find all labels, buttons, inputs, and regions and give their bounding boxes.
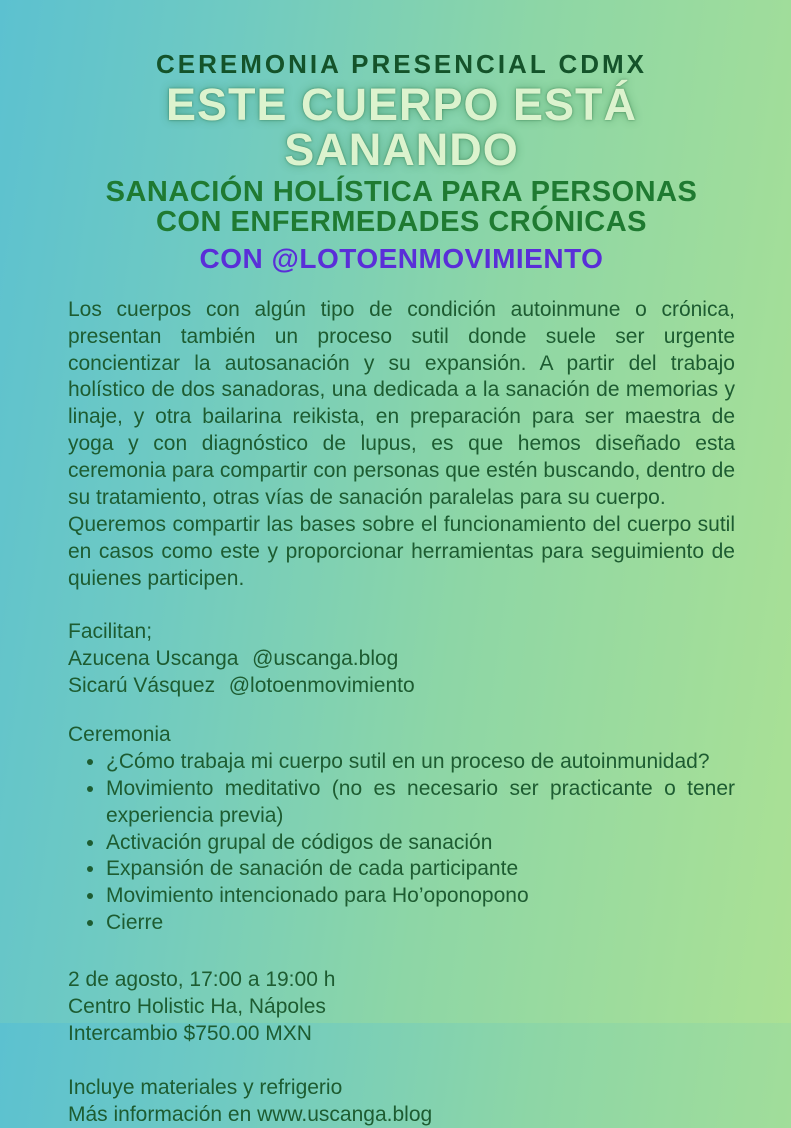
- ceremony-bullet: • Cierre: [106, 910, 735, 937]
- ceremony-heading: Ceremonia: [68, 723, 171, 747]
- ceremony-bullet-list: [68, 749, 735, 937]
- event-title: ESTE CUERPO ESTÁ SANANDO: [165, 78, 638, 175]
- ceremony-bullet: • Activación grupal de códigos de sanación: [106, 830, 735, 857]
- flyer-header: [68, 50, 735, 274]
- presenter-handle-line: CON @LOTOENMOVIMIENTO: [199, 243, 604, 275]
- facilitator-name: Azucena Uscanga: [68, 647, 239, 671]
- ceremony-bullet: • Expansión de sanación de cada participante: [106, 856, 735, 883]
- includes-note: Incluye materiales y refrigerio: [68, 1075, 343, 1099]
- event-kicker: CEREMONIA PRESENCIAL CDMX: [155, 49, 648, 79]
- subtitle-line-1: SANACIÓN HOLÍSTICA PARA PERSONAS: [105, 175, 698, 208]
- ceremony-section: [68, 722, 735, 937]
- intro-text: [68, 297, 735, 593]
- facilitator-name: Sicarú Vásquez: [68, 674, 216, 698]
- facilitators-heading: Facilitan;: [68, 620, 153, 644]
- ceremony-bullet: • Movimiento intencionado para Ho’oponopono: [106, 883, 735, 910]
- event-price: Intercambio $750.00 MXN: [68, 1021, 312, 1045]
- event-details-section: [68, 967, 735, 1048]
- event-datetime: 2 de agosto, 17:00 a 19:00 h: [68, 968, 336, 992]
- subtitle-line-2: CON ENFERMEDADES CRÓNICAS: [155, 206, 648, 239]
- more-info-note: Más información en www.uscanga.blog: [68, 1102, 433, 1126]
- footer-section: [68, 1075, 735, 1128]
- intro-paragraph-2: Queremos compartir las bases sobre el funcionamiento del cuerpo sutil en casos como este y proporcionar herramientas para seguimiento de quienes participen.: [68, 512, 735, 590]
- facilitator-row: [68, 673, 735, 700]
- event-subtitle: [68, 177, 735, 238]
- facilitator-handle: @uscanga.blog: [252, 647, 399, 671]
- facilitators-section: [68, 619, 735, 700]
- ceremony-bullet: • ¿Cómo trabaja mi cuerpo sutil en un proceso de autoinmunidad?: [106, 749, 735, 776]
- facilitator-row: [68, 646, 735, 673]
- facilitator-handle: @lotoenmovimiento: [228, 674, 415, 698]
- ceremony-bullet: • Movimiento meditativo (no es necesario ser practicante o tener experiencia previa): [106, 776, 735, 830]
- intro-paragraph-1: Los cuerpos con algún tipo de condición autoinmune o crónica, presentan también un proceso sutil donde suele ser urgente concientizar la autosanación y su expansión. A partir del trabajo holístico de dos sanadoras, una dedicada a la sanación de memorias y linaje, y otra bailarina reikista, en preparación para ser maestra de yoga y con diagnóstico de lupus, es que hemos diseñado esta ceremonia para compartir con personas que estén buscando, dentro de su tratamiento, otras vías de sanación paralelas para su cuerpo.: [68, 297, 735, 509]
- event-venue: Centro Holistic Ha, Nápoles: [68, 994, 326, 1018]
